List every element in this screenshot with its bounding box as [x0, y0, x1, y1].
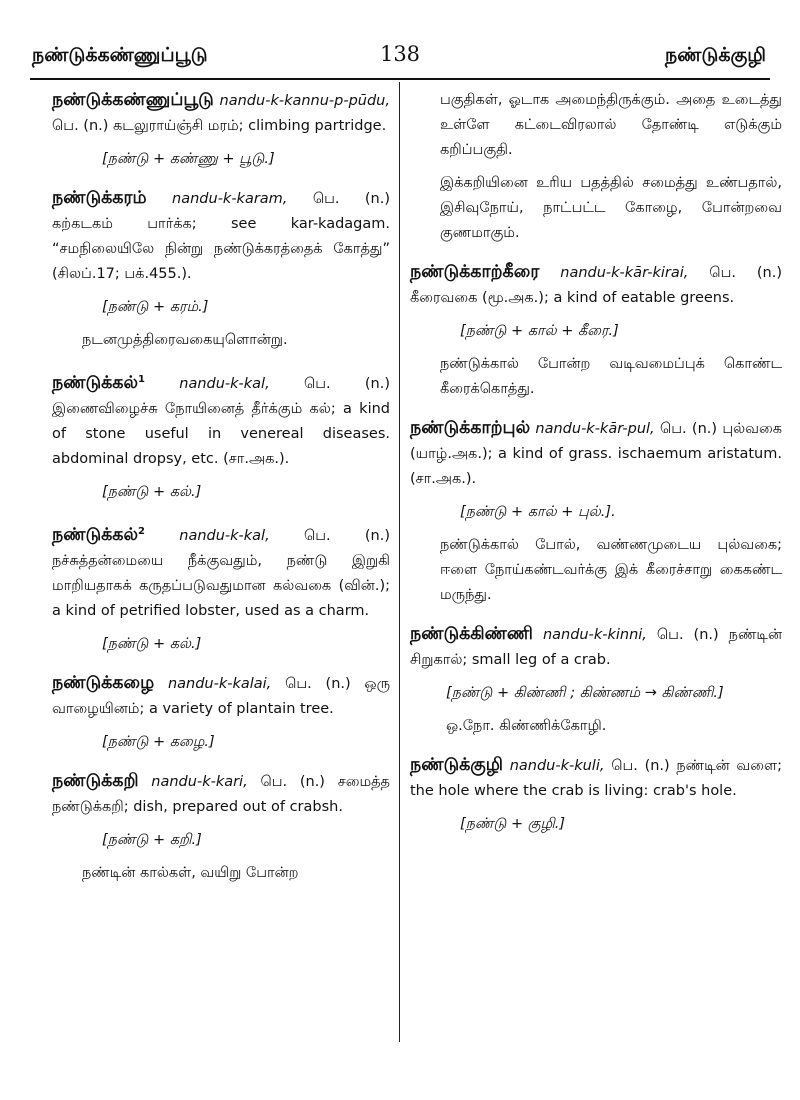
- entry-note: நண்டுக்கால் போல், வண்ணமுடைய புல்வகை; ஈளை நோய்கண்டவர்க்கு இக் கீரைச்சாறு கைகண்ட மருந்து.: [440, 537, 782, 603]
- entry-note: நண்டின் கால்கள், வயிறு போன்ற: [82, 864, 299, 881]
- headword: நண்டுக்கண்ணுப்பூடு: [52, 90, 214, 110]
- dictionary-entry: [410, 416, 782, 608]
- transliteration: nandu-k-karam,: [172, 191, 288, 207]
- etymology: [நண்டு + கறி.]: [102, 831, 202, 848]
- etymology: [நண்டு + கல்.]: [102, 635, 202, 652]
- headword: நண்டுக்கல்: [52, 372, 139, 393]
- dictionary-entry: [52, 769, 390, 886]
- homonym-number: 1: [138, 374, 145, 385]
- transliteration: nandu-k-kuli,: [509, 758, 605, 774]
- etymology: [நண்டு + கண்ணு + பூடு.]: [102, 151, 275, 167]
- dictionary-entry: [52, 186, 390, 353]
- etymology: [நண்டு + குழி.]: [460, 816, 566, 832]
- etymology: [நண்டு + கிண்ணி ; கிண்ணம் → கிண்ணி.]: [446, 685, 724, 701]
- headword: நண்டுக்கறி: [52, 770, 139, 791]
- dictionary-entry: [410, 260, 782, 402]
- right-guide-word: நண்டுக்குழி: [665, 44, 766, 66]
- definition: பெ. (n.) நச்சுத்தன்மையை நீக்குவதும், நண்டு இறுகி மாறியதாகக் கருதப்படுவதுமான கல்வகை (வின்.); a kind of petrified lobster, used as a charm.: [52, 527, 390, 619]
- header-rule: [30, 78, 770, 80]
- transliteration: nandu-k-kari,: [151, 773, 248, 790]
- headword: நண்டுக்கரம்: [52, 188, 147, 208]
- definition: பெ. (n.) ஒரு வாழையினம்; a variety of plantain tree.: [52, 675, 391, 717]
- definition: பெ. (n.) கற்கடகம் பார்க்க; see kar-kadagam. “சமநிலையிலே நின்று நண்டுக்கரத்தைக் கோத்து” (சிலப்.17; பக்.455.).: [52, 191, 390, 282]
- headword: நண்டுக்காற்கீரை: [410, 262, 540, 282]
- left-guide-word: நண்டுக்கண்ணுப்பூடு: [32, 44, 208, 66]
- page-header: [30, 38, 770, 78]
- entry-note: நண்டுக்கால் போன்ற வடிவமைப்புக் கொண்ட கீரைக்கொத்து.: [440, 356, 782, 397]
- etymology: [நண்டு + கல்.]: [102, 483, 202, 500]
- transliteration: nandu-k-kār-pul,: [535, 421, 655, 437]
- continued-text: பகுதிகள், ஓடாக அமைந்திருக்கும். அதை உடைத்து உள்ளே கட்டைவிரலால் தோண்டி எடுக்கும் கறிப்பகுதி.: [440, 92, 782, 158]
- dictionary-entry: [52, 88, 390, 172]
- continued-text: இக்கறியினை உரிய பதத்தில் சமைத்து உண்பதால், இசிவுநோய், நாட்பட்ட கோழை, போன்றவை குணமாகும்.: [440, 175, 782, 241]
- dictionary-entry: [52, 367, 390, 505]
- headword: நண்டுக்குழி: [410, 755, 503, 775]
- entry-note: ஒ.நோ. கிண்ணிக்கோழி.: [446, 718, 607, 734]
- homonym-number: 2: [138, 525, 145, 537]
- dictionary-entry: [52, 519, 390, 657]
- etymology: [நண்டு + கால் + கீரை.]: [460, 323, 619, 339]
- definition: பெ. (n.) நண்டின் வளை; the hole where the crab is living: crab's hole.: [410, 758, 782, 799]
- etymology: [நண்டு + கழை.]: [102, 733, 215, 750]
- transliteration: nandu-k-kannu-p-pūdu,: [219, 93, 390, 109]
- definition: பெ. (n.) கடலுராய்ஞ்சி மரம்; climbing partridge.: [52, 118, 387, 134]
- definition: பெ. (n.) நண்டின் சிறுகால்; small leg of a crab.: [410, 627, 783, 668]
- column-divider: [399, 82, 400, 1042]
- headword: நண்டுக்கிண்ணி: [410, 624, 533, 644]
- left-column: [52, 88, 390, 900]
- dictionary-entry: [410, 622, 782, 739]
- etymology: [நண்டு + கால் + புல்.].: [460, 504, 616, 520]
- definition: பெ. (n.) சமைத்த நண்டுக்கறி; dish, prepared out of crabsh.: [52, 773, 391, 815]
- transliteration: nandu-k-kalai,: [167, 675, 272, 692]
- headword: நண்டுக்காற்புல்: [410, 418, 531, 438]
- headword: நண்டுக்கல்: [52, 524, 139, 545]
- entry-note: நடனமுத்திரைவகையுளொன்று.: [82, 332, 288, 348]
- transliteration: nandu-k-kinni,: [542, 627, 647, 643]
- page-number: 138: [379, 42, 421, 66]
- transliteration: nandu-k-kār-kirai,: [560, 265, 689, 281]
- dictionary-entry: [52, 671, 390, 755]
- definition: பெ. (n.) கீரைவகை (மூ.அக.); a kind of eatable greens.: [410, 265, 782, 306]
- right-column: [410, 88, 782, 851]
- dictionary-entry: [410, 753, 782, 837]
- etymology: [நண்டு + கரம்.]: [102, 299, 209, 315]
- definition: பெ. (n.) இணைவிழைச்சு நோயினைத் தீர்க்கும் கல்; a kind of stone useful in venereal diseases. abdominal dropsy, etc. (சா.அக.).: [52, 375, 390, 467]
- transliteration: nandu-k-kal,: [179, 527, 270, 544]
- definition: பெ. (n.) புல்வகை (யாழ்.அக.); a kind of grass. ischaemum aristatum. (சா.அக.).: [410, 421, 783, 487]
- transliteration: nandu-k-kal,: [179, 375, 270, 392]
- headword: நண்டுக்கழை: [52, 672, 155, 693]
